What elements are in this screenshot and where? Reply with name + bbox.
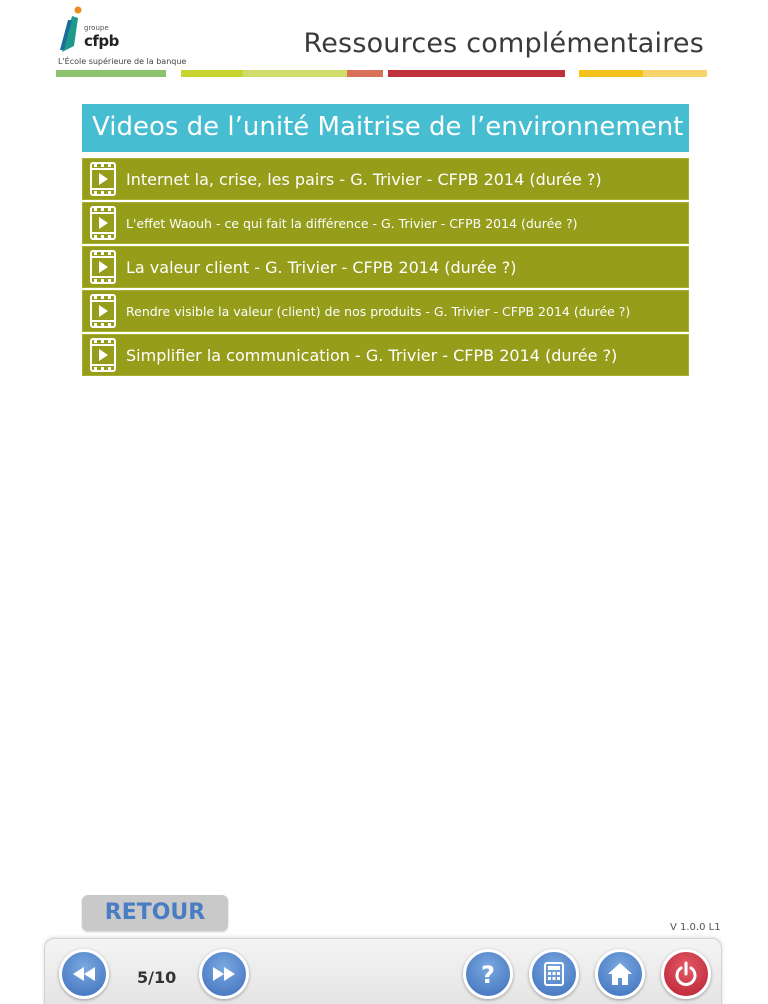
video-item-rendre-visible[interactable] [82, 290, 689, 332]
home-button[interactable] [595, 949, 645, 999]
logo-tagline: L'École supérieure de la banque [58, 57, 187, 66]
page-title: Ressources complémentaires [303, 28, 704, 59]
color-bar-yellow [579, 70, 643, 77]
version-label: V 1.0.0 L1 [670, 922, 721, 933]
video-label: L'effet Waouh - ce qui fait la différence - G. Trivier - CFPB 2014 (durée ?) [126, 215, 578, 231]
video-label: Rendre visible la valeur (client) de nos produits - G. Trivier - CFPB 2014 (durée ?) [126, 303, 631, 319]
video-item-effet-waouh[interactable] [82, 202, 689, 244]
question-icon [473, 959, 503, 989]
color-bar-lime-pale [243, 70, 347, 77]
power-icon [671, 959, 701, 989]
bottom-toolbar [44, 938, 722, 1004]
help-button[interactable] [463, 949, 513, 999]
film-icon [90, 206, 116, 240]
color-bar-green [56, 70, 166, 77]
rewind-icon [69, 959, 99, 989]
film-icon [90, 338, 116, 372]
section-title: Videos de l’unité Maitrise de l’environnement [82, 104, 689, 152]
calculator-button[interactable] [529, 949, 579, 999]
color-bar-yellow-pale [643, 70, 707, 77]
film-icon [90, 162, 116, 196]
previous-button[interactable] [59, 949, 109, 999]
logo-groupe-text: groupe [84, 24, 109, 32]
retour-button[interactable]: RETOUR [82, 895, 228, 931]
color-bar-salmon [347, 70, 383, 77]
film-icon [90, 294, 116, 328]
svg-text:?: ? [481, 961, 495, 989]
video-label: Internet la, crise, les pairs - G. Trivier - CFPB 2014 (durée ?) [126, 169, 602, 189]
cfpb-logo [56, 6, 187, 70]
calculator-icon [539, 959, 569, 989]
next-button[interactable] [199, 949, 249, 999]
video-item-valeur-client[interactable] [82, 246, 689, 288]
color-bar-lime [181, 70, 243, 77]
film-icon [90, 250, 116, 284]
fast-forward-icon [209, 959, 239, 989]
home-icon [605, 959, 635, 989]
page-counter: 5/10 [137, 968, 177, 987]
logo-brand-text: cfpb [84, 32, 119, 50]
power-button[interactable] [661, 949, 711, 999]
video-label: Simplifier la communication - G. Trivier - CFPB 2014 (durée ?) [126, 345, 618, 365]
video-label: La valeur client - G. Trivier - CFPB 2014 (durée ?) [126, 257, 517, 277]
color-bar-crimson [388, 70, 565, 77]
logo-mark-icon [58, 6, 82, 54]
video-item-internet-crise[interactable] [82, 158, 689, 200]
video-list [82, 158, 689, 378]
video-item-simplifier-communication[interactable] [82, 334, 689, 376]
